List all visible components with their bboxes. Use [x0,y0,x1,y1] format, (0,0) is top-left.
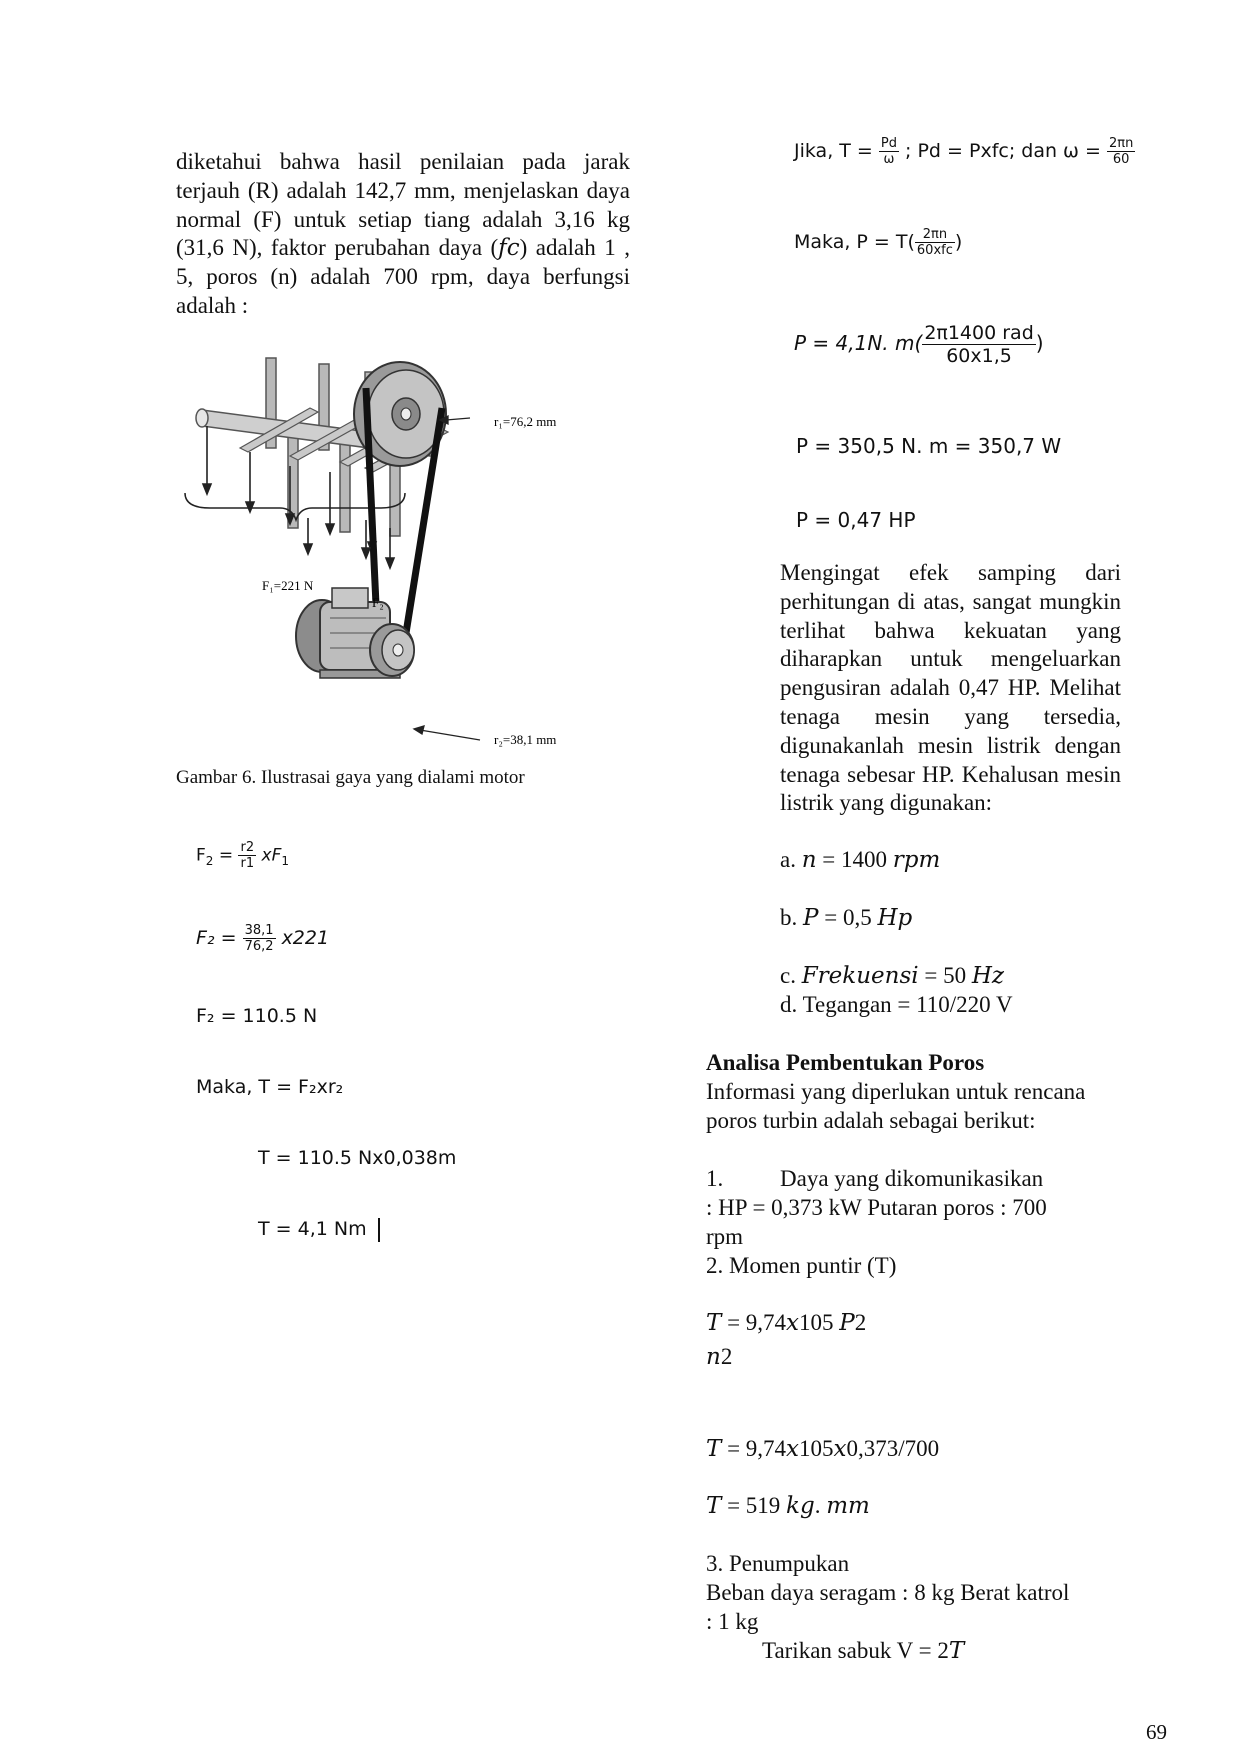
t-result: 𝑇 = 519 𝑘𝑔. 𝑚𝑚 [706,1493,870,1518]
spec-c: c. 𝐹𝑟𝑒𝑘𝑢𝑒𝑛𝑠𝑖 = 50 𝐻𝑧 [780,963,1005,988]
t-calc: 𝑇 = 9,74𝑥105𝑥0,373/700 [706,1436,940,1461]
f2-arrow [362,520,370,558]
item-3: 3. Penumpukan [706,1551,850,1576]
item-1-number: 1. [706,1166,724,1191]
eq-f2-substituted: F₂ = $\frac{38,1}{76,2}$ x221 [196,923,330,954]
leader-arrows [414,416,480,740]
label-r1: r₁=76,2 mm [494,414,557,429]
eq-p-result-watt: P = 350,5 N. m = 350,7 W [796,434,1062,458]
eq-f2-general: $F_2$ = $\frac{r2}{r1}$ $xF_1$ [196,840,289,871]
figure-caption: Gambar 6. Ilustrasai gaya yang dialami motor [176,767,525,788]
section-heading: Analisa Pembentukan Poros [706,1050,985,1075]
eq-torque-sub: T = 110.5 Nx0,038m [258,1147,457,1169]
belt-drive-figure [180,348,600,768]
intro-paragraph: diketahui bahwa hasil penilaian pada jarak terjauh (R) adalah 142,7 mm, menjelaskan daya normal (F) untuk setiap tiang adalah 3,16 kg (31,6 N), faktor perubahan daya (𝑓𝑐) adalah 1 , 5, poros (n) adalah 700 rpm, daya berfungsi adalah : [176,149,630,318]
small-pulley [370,624,414,676]
beban-line-1: Beban daya seragam : 8 kg Berat katrol [706,1580,1070,1605]
eq-maka-p: Maka, P = T( $\frac{2\pi n}{\text{60xfc}}$ ) [794,227,963,258]
eq-p-substituted: P = 4,1N. m( $\frac{\text{2π1400 rad}}{60x1,5}$ ) [794,322,1044,367]
item-2: 2. Momen puntir (T) [706,1253,897,1278]
item-1-text: Daya yang dikomunikasikan [780,1166,1044,1191]
eq-torque-result: T = 4,1 Nm [258,1218,367,1240]
t-formula-denominator: 𝑛2 [706,1344,733,1369]
text-cursor [378,1218,380,1242]
motor-paragraph: Mengingat efek samping dari perhitungan di atas, sangat mungkin terlihat bahwa kekuatan yang diharapkan untuk mengeluarkan pengusiran adalah 0,47 HP. Melihat tenaga mesin yang tersedia, digunakanlah mesin listrik dengan tenaga sebesar HP. Kehalusan mesin listrik yang digunakan: [780,560,1121,816]
eq-jika: Jika, T = $\frac{Pd}{\omega}$ ; Pd = Pxfc; dan ω = $\frac{2\pi n}{60}$ [794,136,1134,167]
eq-p-result-hp: P = 0,47 HP [796,508,916,532]
eq-torque-def: Maka, T = F₂xr₂ [196,1076,344,1098]
label-r2: r₂=38,1 mm [494,732,557,747]
item-1-line-2: : HP = 0,373 kW Putaran poros : 700 [706,1195,1047,1220]
info-line-2: poros turbin adalah sebagai berikut: [706,1108,1036,1133]
page-number: 69 [1146,1720,1167,1744]
eq-f2-result: F₂ = 110.5 N [196,1005,318,1027]
spec-a: a. 𝑛 = 1400 𝑟𝑝𝑚 [780,847,941,872]
info-line-1: Informasi yang diperlukan untuk rencana [706,1079,1086,1104]
tarikan-sabuk: Tarikan sabuk V = 2𝑇 [762,1638,965,1663]
label-f2: F₂ [372,595,384,610]
label-f1: F₁=221 N [262,578,314,593]
beban-line-2: : 1 kg [706,1609,759,1634]
spec-d: d. Tegangan = 110/220 V [780,992,1013,1017]
item-1-line-3: rpm [706,1224,744,1249]
spec-b: b. 𝑃 = 0,5 𝐻𝑝 [780,905,913,930]
t-formula: 𝑇 = 9,74𝑥105 𝑃2 [706,1310,867,1335]
